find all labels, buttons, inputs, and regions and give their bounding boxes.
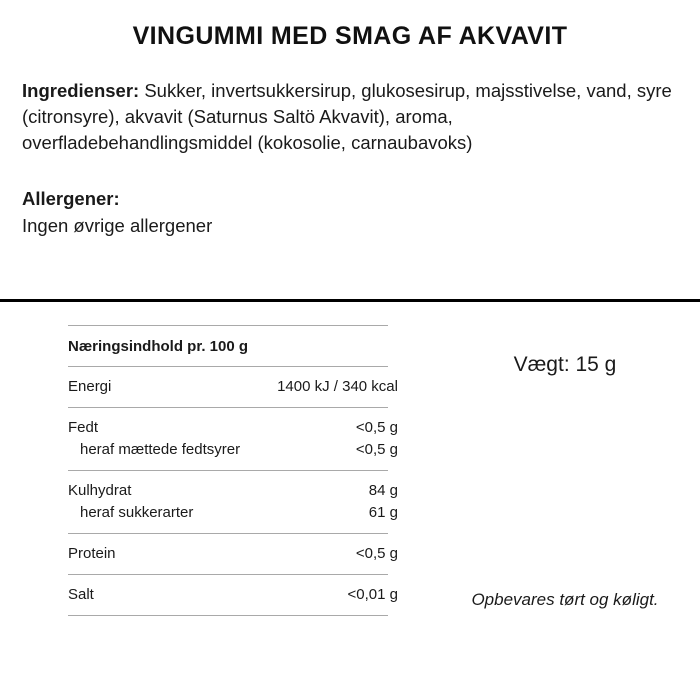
row-value: <0,5 g <box>355 545 398 562</box>
section-divider <box>0 299 700 302</box>
nutrition-group-carbohydrate <box>68 471 398 533</box>
ingredients-text: Sukker, invertsukkersirup, glukosesirup, majsstivelse, vand, syre (citronsyre), akvavit (Saturnus Saltö Akvavit), aroma, overfladebehandlingsmiddel (kokosolie, carnaubavoks) <box>22 80 672 153</box>
storage-instructions: Opbevares tørt og køligt. <box>471 590 659 609</box>
row-value: 1400 kJ / 340 kcal <box>277 378 398 395</box>
page-title: VINGUMMI MED SMAG AF AKVAVIT <box>132 22 568 50</box>
table-row <box>68 502 398 524</box>
allergens-value: Ingen øvrige allergener <box>22 215 213 236</box>
row-label: Energi <box>68 378 112 395</box>
table-row <box>68 480 398 502</box>
row-label: Salt <box>68 586 94 603</box>
nutrition-group-protein <box>68 534 398 574</box>
row-label: heraf sukkerarter <box>80 504 194 521</box>
row-value: 84 g <box>368 482 398 499</box>
row-label: Fedt <box>68 419 99 436</box>
ingredients-label: Ingredienser: <box>22 80 140 101</box>
nutrition-table <box>68 325 398 616</box>
nutrition-group-energy <box>68 367 398 407</box>
allergens-section <box>22 185 622 239</box>
table-row <box>68 417 398 439</box>
allergens-label: Allergener: <box>22 188 120 209</box>
table-row <box>68 584 398 606</box>
nutrition-group-fat <box>68 408 398 470</box>
row-label: Protein <box>68 545 116 562</box>
row-label: Kulhydrat <box>68 482 132 499</box>
row-value: 61 g <box>368 504 398 521</box>
row-value: <0,5 g <box>355 441 398 458</box>
table-rule-bottom <box>68 615 388 616</box>
row-value: <0,01 g <box>347 586 398 603</box>
table-row <box>68 439 398 461</box>
table-row <box>68 543 398 565</box>
table-row <box>68 376 398 398</box>
row-label: heraf mættede fedtsyrer <box>80 441 241 458</box>
nutrition-table-header: Næringsindhold pr. 100 g <box>68 338 249 355</box>
row-value: <0,5 g <box>355 419 398 436</box>
product-weight: Vægt: 15 g <box>513 353 617 376</box>
nutrition-group-salt <box>68 575 398 615</box>
ingredients-section <box>22 78 674 156</box>
